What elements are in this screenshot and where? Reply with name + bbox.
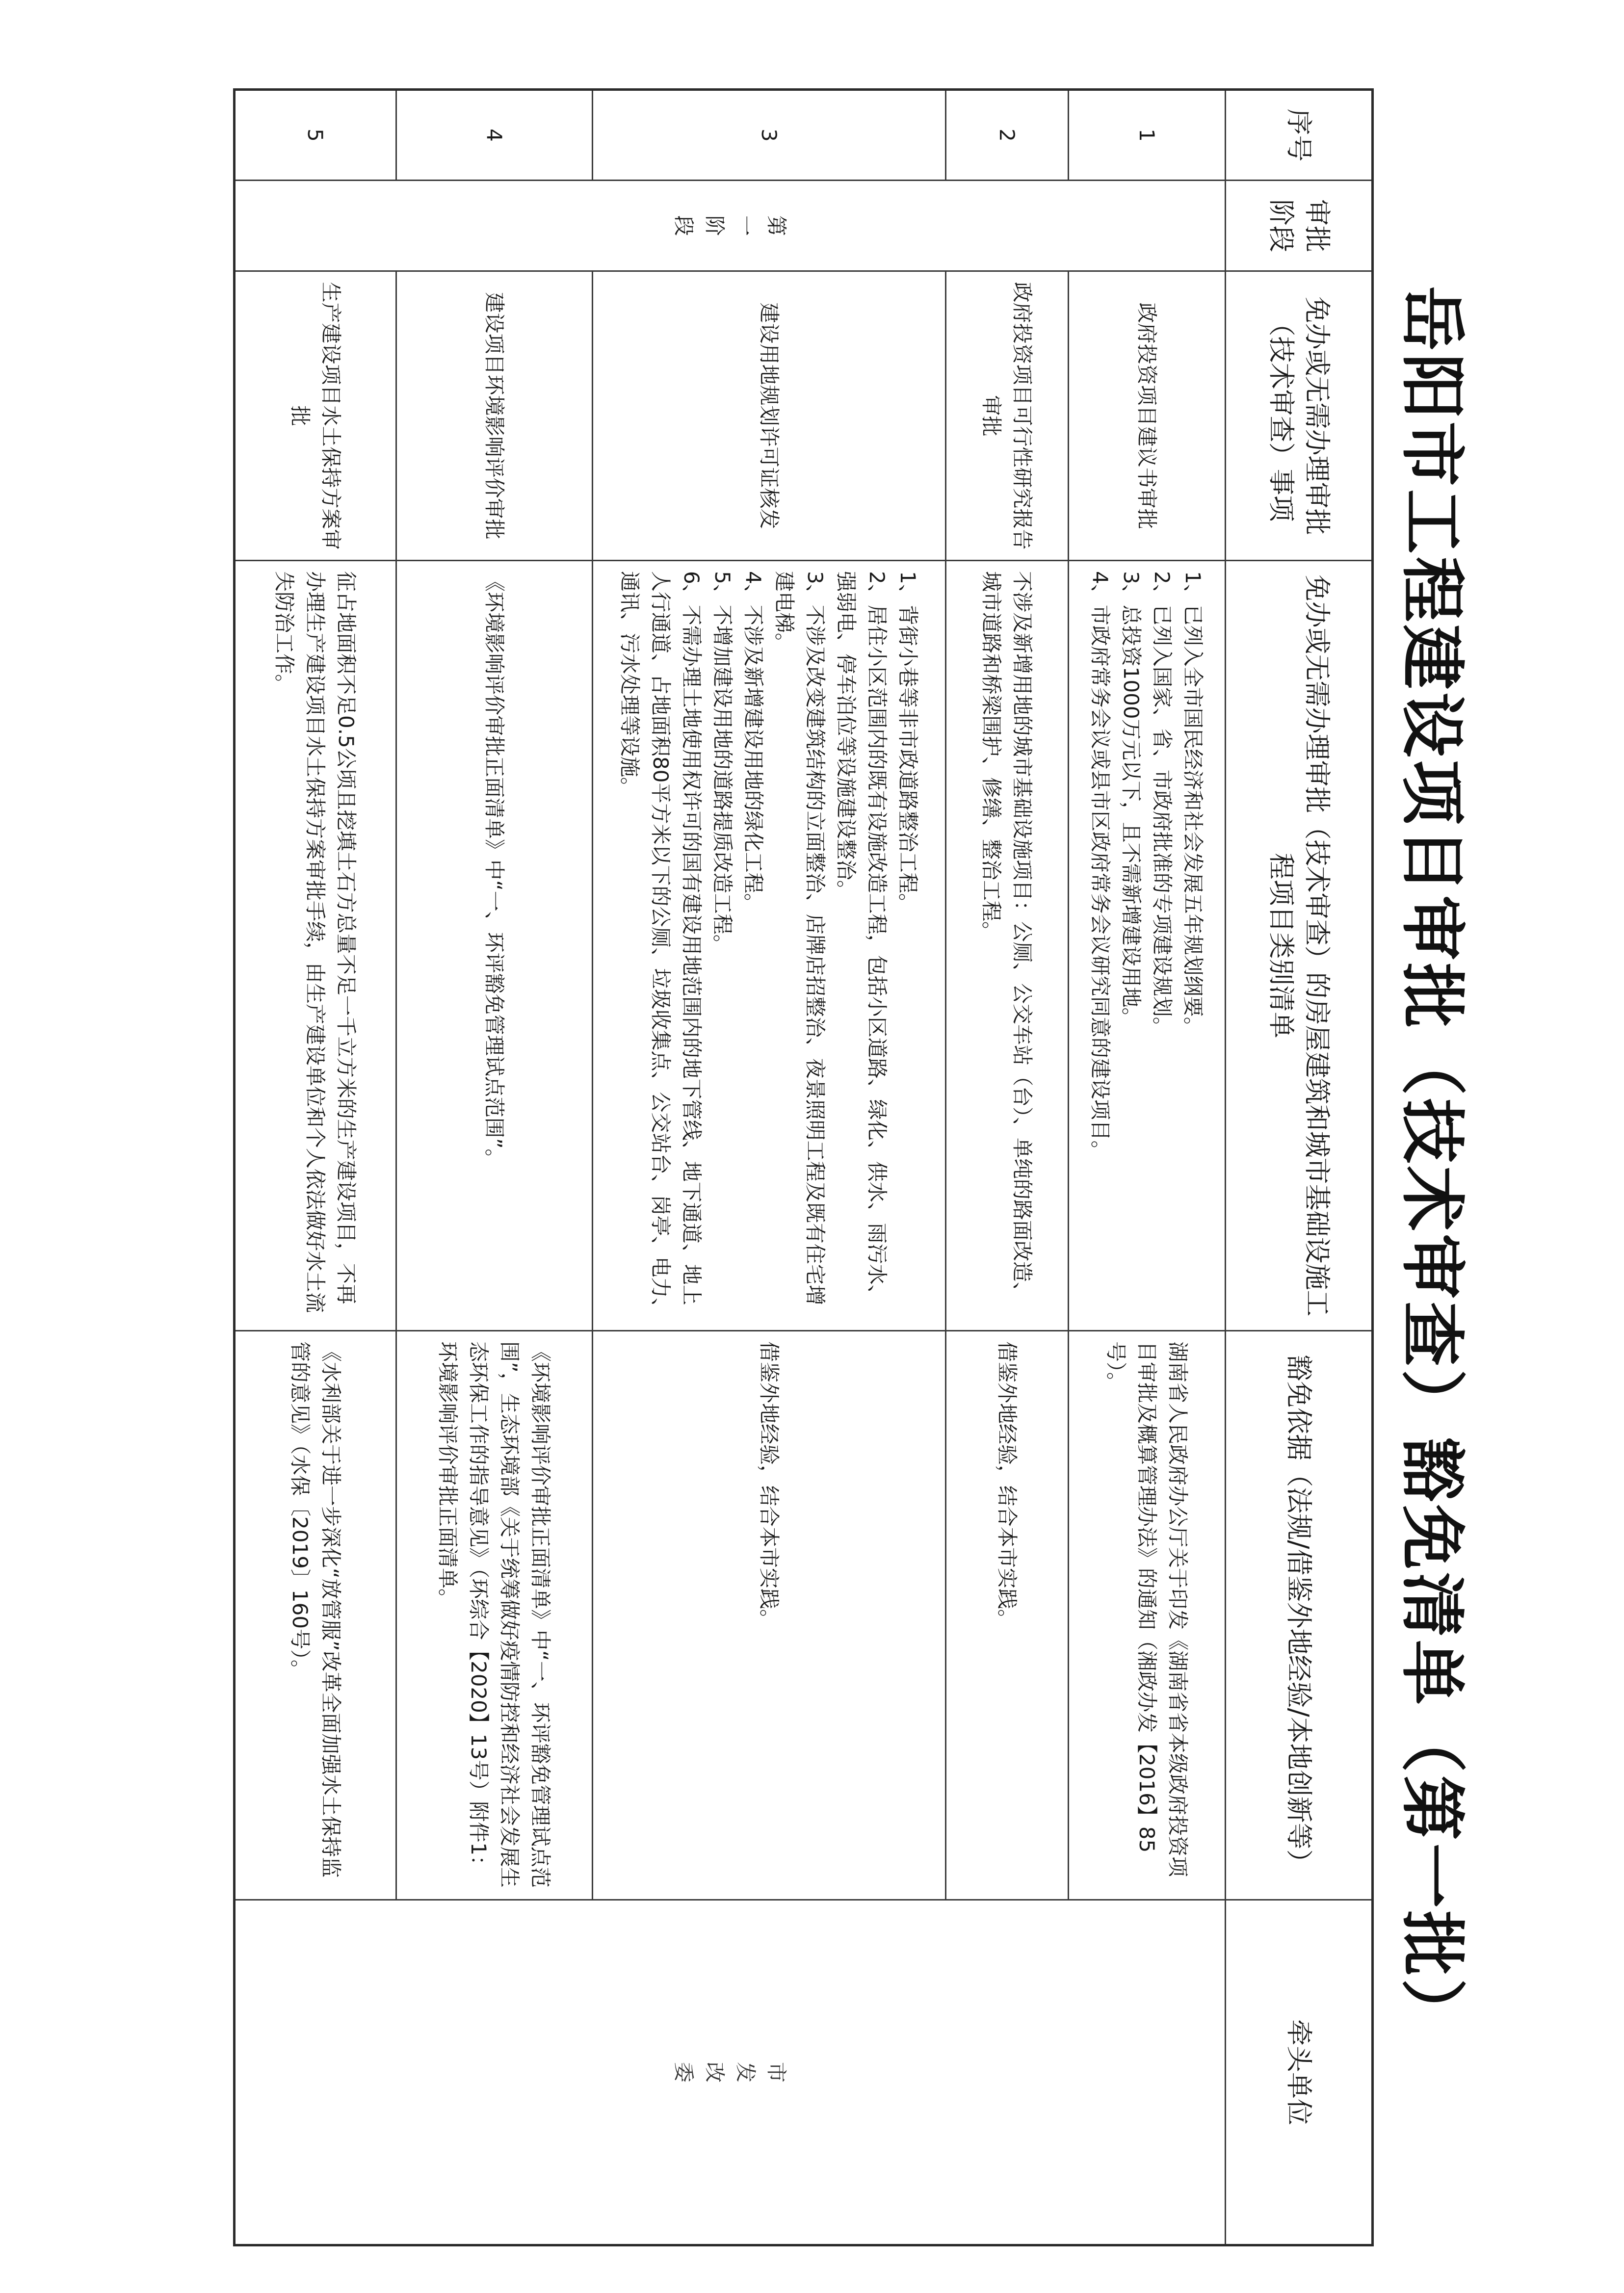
table-row [1069, 90, 1226, 2245]
header-item: 免办或无需办理审批（技术审查）事项 [1226, 271, 1373, 561]
category-line: 2、居住小区范围内的既有设施改造工程，包括小区道路、绿化、供水、雨污水、强弱电、停车泊位等设施建设整治。 [834, 571, 890, 1305]
category-line: 6、不需办理土地使用权许可的国有建设用地范围内的地下管线、地下通道、地上人行通道、占地面积80平方米以下的公厕、垃圾收集点、公交站台、岗亭、电力、通讯、污水处理等设施。 [618, 571, 704, 1319]
category-line: 1、背街小巷等非市政道路整治工程。 [896, 571, 920, 914]
category-line: 《环境影响评价审批正面清单》中“一、环评豁免管理试点范围”。 [482, 571, 506, 1170]
category-line: 1、已列入全市国民经济和社会发展五年规划纲要。 [1181, 571, 1205, 1038]
exemption-table [233, 88, 1374, 2246]
row-category [235, 561, 396, 1331]
stage-char: 第 [764, 215, 788, 236]
category-line: 5、不增加建设用地的道路提质改造工程。 [710, 571, 735, 955]
row-seq: 5 [235, 90, 396, 181]
row-basis: 《水利部关于进一步深化“放管服”改革全面加强水土保持监管的意见》（水保〔2019〕160号）。 [235, 1331, 396, 1900]
row-category [396, 561, 593, 1331]
stage-char: 段 [672, 215, 696, 236]
row-item: 建设项目环境影响评价审批 [396, 271, 593, 561]
row-item: 政府投资项目可行性研究报告审批 [946, 271, 1069, 561]
row-category [1069, 561, 1226, 1331]
lead-char: 市 [764, 2061, 788, 2083]
lead-char: 委 [672, 2061, 696, 2083]
document-title: 岳阳市工程建设项目审批（技术审查）豁免清单（第一批） [1394, 286, 1470, 2046]
row-item: 生产建设项目水土保持方案审批 [235, 271, 396, 561]
category-line: 征占地面积不足0.5公顷且挖填土石方总量不足一千立方米的生产建设项目，不再办理生产建设项目水土保持方案审批手续，由生产建设单位和个人依法做好水土流失防治工作。 [272, 571, 359, 1313]
header-seq: 序号 [1226, 90, 1373, 181]
row-seq: 2 [946, 90, 1069, 181]
table-header-row [1226, 90, 1373, 2245]
row-basis: 湖南省人民政府办公厅关于印发《湖南省省本级政府投资项目审批及概算管理办法》的通知（湘政办发【2016】85号）。 [1069, 1331, 1226, 1900]
stage-cell [235, 181, 1226, 271]
row-basis: 《环境影响评价审批正面清单》中“一、环评豁免管理试点范围”，生态环境部《关于统筹做好疫情防控和经济社会发展生态环保工作的指导意见》（环综合【2020】13号）附件1：环境影响评价审批正面清单。 [396, 1331, 593, 1900]
category-line: 2、已列入国家、省、市政府批准的专项建设规划。 [1150, 571, 1175, 1038]
lead-char: 发 [733, 2061, 758, 2083]
row-category [946, 561, 1069, 1331]
row-seq: 3 [593, 90, 946, 181]
row-category [593, 561, 946, 1331]
lead-unit-cell [235, 1900, 1226, 2245]
category-line: 3、不涉及改变建筑结构的立面整治、店牌店招整治、夜景照明工程及既有住宅增建电梯。 [772, 571, 828, 1305]
row-item: 建设用地规划许可证核发 [593, 271, 946, 561]
row-basis: 借鉴外地经验，结合本市实践。 [946, 1331, 1069, 1900]
category-line: 不涉及新增用地的城市基础设施项目：公厕、公交车站（台）、单纯的路面改造、城市道路和桥梁围护、修缮、整治工程。 [979, 571, 1035, 1303]
lead-char: 改 [703, 2061, 727, 2083]
row-item: 政府投资项目建议书审批 [1069, 271, 1226, 561]
header-category: 免办或无需办理审批（技术审查）的房屋建筑和城市基础设施工程项目类别清单 [1226, 561, 1373, 1331]
header-lead: 牵头单位 [1226, 1900, 1373, 2245]
category-line: 4、市政府常务会议或县市区政府常务会议研究同意的建设项目。 [1088, 571, 1113, 1161]
row-seq: 1 [1069, 90, 1226, 181]
stage-char: 一 [733, 215, 758, 236]
document-page [236, 88, 1492, 2244]
category-line: 3、总投资1000万元以下，且不需新增建设用地。 [1119, 571, 1144, 1028]
row-basis: 借鉴外地经验，结合本市实践。 [593, 1331, 946, 1900]
row-seq: 4 [396, 90, 593, 181]
category-line: 4、不涉及新增建设用地的绿化工程。 [741, 571, 766, 914]
header-basis: 豁免依据（法规/借鉴外地经验/本地创新等） [1226, 1331, 1373, 1900]
stage-char: 阶 [703, 215, 727, 236]
header-stage: 审批阶段 [1226, 181, 1373, 271]
